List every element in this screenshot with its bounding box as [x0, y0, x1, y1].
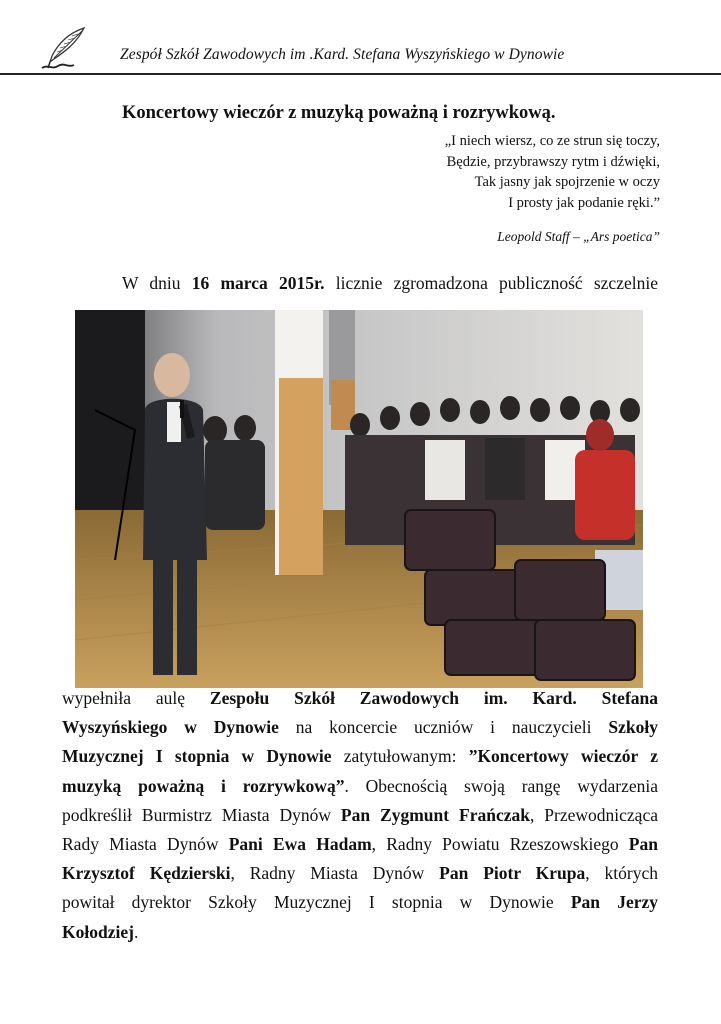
- bold-text: Szkoły: [608, 717, 658, 738]
- bold-text: Pan Zygmunt Frańczak: [340, 804, 530, 825]
- body-line: [62, 772, 658, 801]
- body-line: [62, 859, 658, 888]
- body-text: .: [133, 921, 139, 942]
- body-line: [62, 742, 658, 771]
- poem-attribution: Leopold Staff – „Ars poetica”: [497, 229, 660, 244]
- body-line: [62, 684, 658, 713]
- body-line: [62, 888, 658, 917]
- page-header: [0, 0, 721, 76]
- poem-line: I prosty jak podanie ręki.”: [508, 194, 660, 211]
- body-text: podkreślił Burmistrz Miasta Dynów: [62, 804, 341, 825]
- school-name: Zespół Szkół Zawodowych im .Kard. Stefana Wyszyńskiego w Dynowie: [120, 46, 565, 63]
- bold-text: Pan: [628, 833, 658, 854]
- body-text: , których: [585, 863, 658, 884]
- body-line: [62, 713, 658, 742]
- body-text: powitał dyrektor Szkoły Muzycznej I stopnia w Dynowie: [62, 892, 571, 913]
- bold-text: Zespołu Szkół Zawodowych im. Kard. Stefana: [209, 688, 659, 708]
- body-line: [62, 801, 658, 830]
- article-title: Koncertowy wieczór z muzyką poważną i rozrywkową.: [122, 103, 556, 123]
- body-text: , Radny Miasta Dynów: [230, 863, 440, 884]
- body-text: na koncercie uczniów i nauczycieli: [278, 717, 609, 738]
- bold-text: Kołodziej: [62, 921, 134, 942]
- bold-text: Wyszyńskiego w Dynowie: [62, 717, 279, 738]
- poem-line: Będzie, przybrawszy rytm i dźwięki,: [446, 153, 660, 170]
- quill-pen-icon: [38, 26, 90, 72]
- body-text: . Obecnością swoją rangę wydarzenia: [344, 775, 659, 796]
- bold-text: Pan Piotr Krupa: [439, 863, 586, 884]
- bold-text: Pani Ewa Hadam: [228, 833, 372, 854]
- bold-text: Muzycznej I stopnia w Dynowie: [62, 746, 332, 767]
- intro-text: W dniu: [122, 273, 192, 293]
- bold-text: muzyką poważną i rozrywkową”: [62, 775, 345, 796]
- bold-text: ”Koncertowy wieczór z: [468, 746, 658, 767]
- intro-text: licznie zgromadzona publiczność szczelnie: [324, 273, 658, 293]
- body-text: , Radny Powiatu Rzeszowskiego: [371, 833, 629, 854]
- poem-line: Tak jasny jak spojrzenie w oczy: [474, 174, 660, 191]
- body-text: wypełniła aulę: [62, 688, 210, 708]
- poem-line: „I niech wiersz, co ze strun się toczy,: [444, 133, 660, 149]
- body-line: [62, 918, 658, 947]
- header-divider: [0, 73, 721, 75]
- event-date: 16 marca 2015r.: [191, 273, 325, 293]
- body-text: zatytułowanym:: [331, 746, 469, 767]
- poem-quote: [300, 131, 660, 213]
- body-text: Rady Miasta Dynów: [62, 833, 229, 854]
- bold-text: Krzysztof Kędzierski: [62, 863, 231, 884]
- body-text: , Przewodnicząca: [529, 804, 658, 825]
- article-body: [62, 684, 658, 947]
- body-line: [62, 830, 658, 859]
- concert-photo: [75, 310, 643, 688]
- bold-text: Pan Jerzy: [570, 892, 658, 913]
- intro-line: [62, 273, 658, 294]
